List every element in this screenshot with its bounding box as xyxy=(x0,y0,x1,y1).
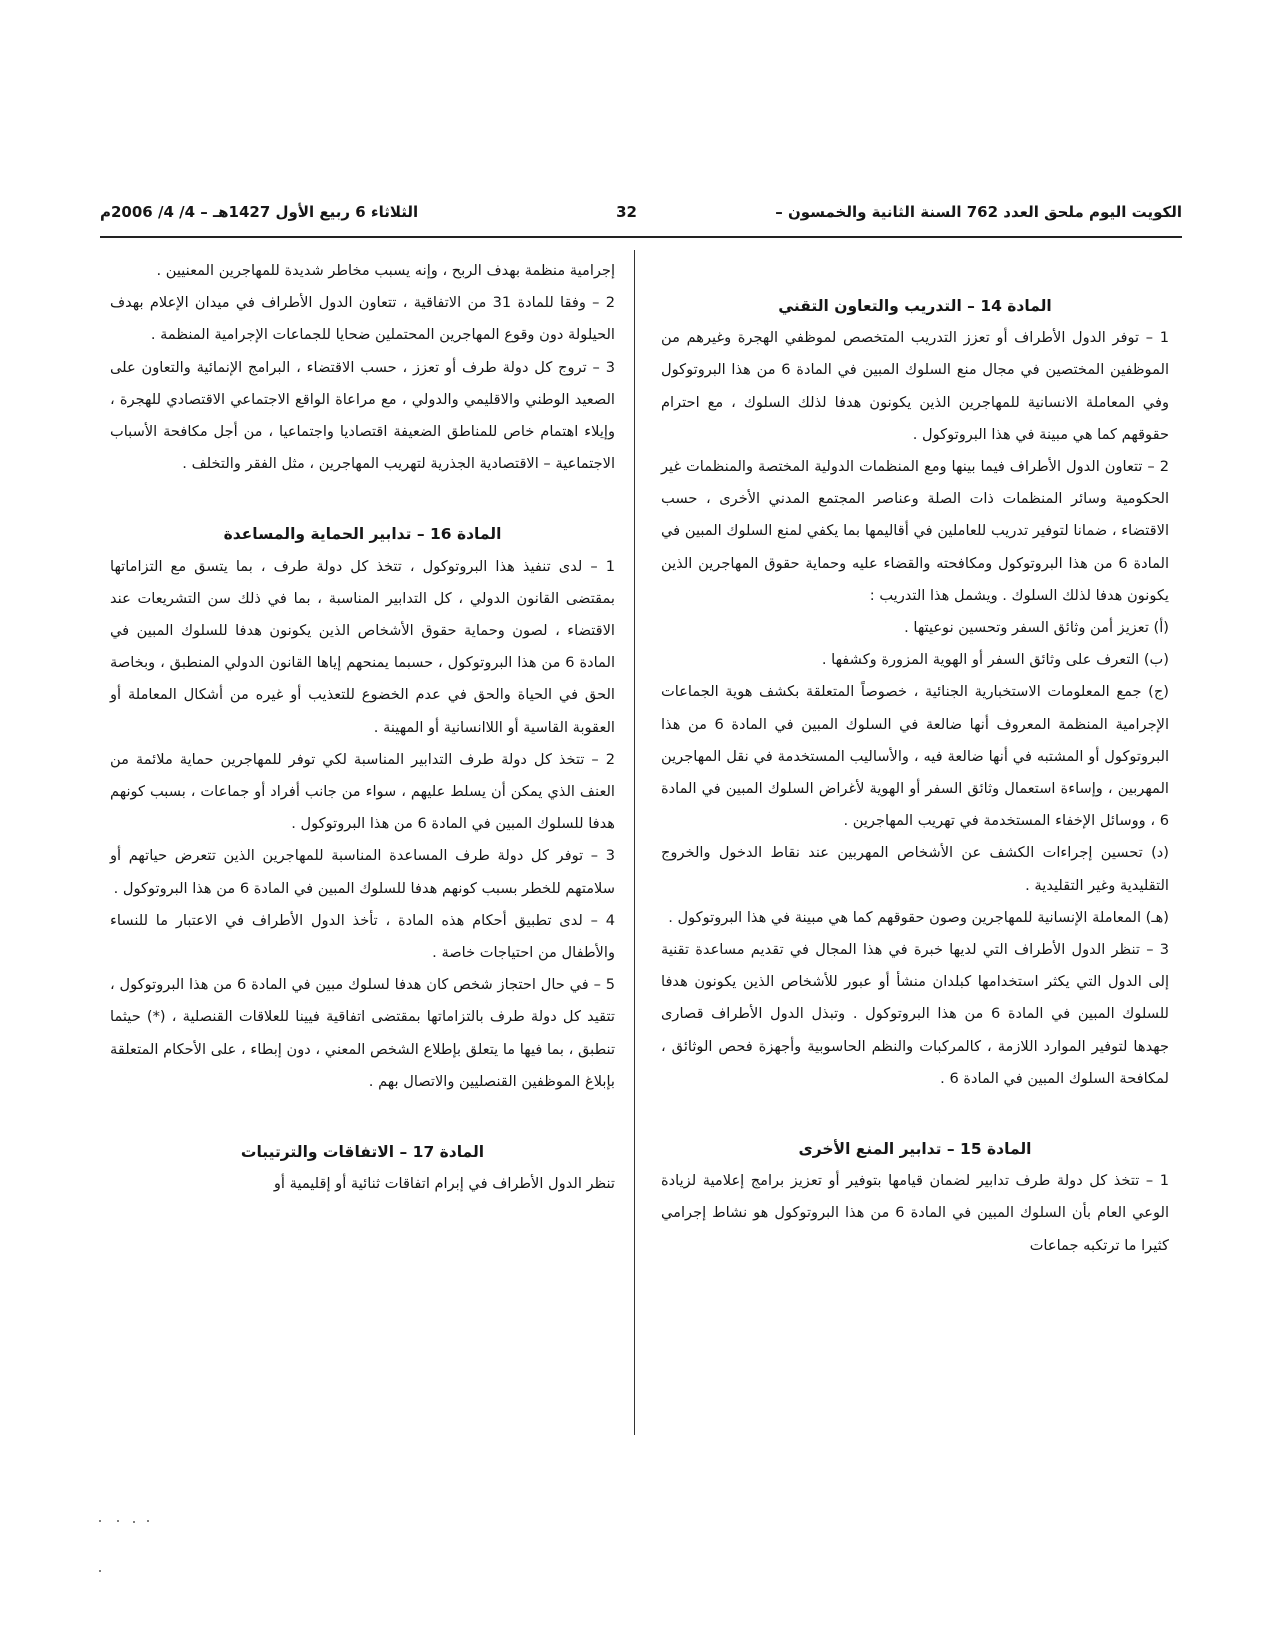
article-14-item-b: (ب) التعرف على وثائق السفر أو الهوية المزورة وكشفها . xyxy=(821,651,1169,669)
article-14-para-2: 2 – تتعاون الدول الأطراف فيما بينها ومع المنظمات الدولية المختصة والمنظمات غير الحكومية وسائر المنظمات ذات الصلة وعناصر المجتمع المدني الأخرى ، حسب الاقتضاء ، ضمانا لتوفير تدريب للعاملين في أقاليمها بما يكفي لمنع السلوك المبين في المادة 6 من هذا البروتوكول ومكافحته والقضاء عليه وحماية حقوق المهاجرين الذين يكونون هدفا لذلك السلوك . ويشمل هذا التدريب : xyxy=(661,458,1170,604)
article-16-para-5: 5 – في حال احتجاز شخص كان هدفا لسلوك مبين في المادة 6 من هذا البروتوكول ، تتقيد كل دولة طرف بالتزاماتها بمقتضى اتفاقية فيينا للعلاقات القنصلية ، (*) حيثما تنطبق ، بما فيها ما يتعلق بإطلاع الشخص المعني ، دون إبطاء ، على الأحكام المتعلقة بإبلاغ الموظفين القنصليين والاتصال بهم . xyxy=(110,976,615,1090)
article-14-item-c: (ج) جمع المعلومات الاستخبارية الجنائية ، خصوصاً المتعلقة بكشف هوية الجماعات الإجرامية المنظمة المعروف أنها ضالعة في السلوك المبين في المادة 6 من هذا البروتوكول أو المشتبه في أنها ضالعة فيه ، والأساليب المستخدمة في نقل المهاجرين المهربين ، وإساءة استعمال وثائق السفر أو الهوية لأغراض السلوك المبين في المادة 6 ، ووسائل الإخفاء المستخدمة في تهريب المهاجرين . xyxy=(661,683,1169,830)
article-15-para-1-continued: إجرامية منظمة بهدف الربح ، وإنه يسبب مخاطر شديدة للمهاجرين المعنيين . xyxy=(156,262,615,279)
right-column xyxy=(661,290,1169,1262)
header-publication: الكويت اليوم ملحق العدد 762 السنة الثانية والخمسون – xyxy=(775,203,1182,221)
header-page-number: 32 xyxy=(616,203,637,221)
article-14-item-d: (د) تحسين إجراءات الكشف عن الأشخاص المهربين عند نقاط الدخول والخروج التقليدية وغير التقليدية . xyxy=(661,844,1169,894)
left-column xyxy=(110,255,615,1200)
article-16-para-2: 2 – تتخذ كل دولة طرف التدابير المناسبة لكي توفر للمهاجرين حماية ملائمة من العنف الذي يمكن أن يسلط عليهم ، سواء من جانب أفراد أو جماعات ، بسبب كونهم هدفا للسلوك المبين في المادة 6 من هذا البروتوكول . xyxy=(110,750,615,833)
article-15-para-3: 3 – تروج كل دولة طرف أو تعزز ، حسب الاقتضاء ، البرامج الإنمائية والتعاون على الصعيد الوطني والاقليمي والدولي ، مع مراعاة الواقع الاجتماعي الاقتصادي للهجرة ، وإيلاء اهتمام خاص للمناطق الضعيفة اقتصاديا واجتماعيا ، من أجل مكافحة الأسباب الاجتماعية – الاقتصادية الجذرية لتهريب المهاجرين ، مثل الفقر والتخلف . xyxy=(110,358,615,473)
page-header xyxy=(100,203,1182,233)
article-14-item-a: (أ) تعزيز أمن وثائق السفر وتحسين نوعيتها . xyxy=(904,619,1169,637)
article-14-heading: المادة 14 – التدريب والتعاون التقني xyxy=(778,297,1052,315)
article-15-para-1: 1 – تتخذ كل دولة طرف تدابير لضمان قيامها بتوفير أو تعزيز برامج إعلامية لزيادة الوعي العام بأن السلوك المبين في المادة 6 من هذا البروتوكول هو نشاط إجرامي كثيرا ما ترتكبه جماعات xyxy=(661,1172,1170,1254)
article-16-para-4: 4 – لدى تطبيق أحكام هذه المادة ، تأخذ الدول الأطراف في الاعتبار ما للنساء والأطفال من احتياجات خاصة . xyxy=(110,911,615,962)
header-divider xyxy=(100,236,1182,238)
article-15-para-2: 2 – وفقا للمادة 31 من الاتفاقية ، تتعاون الدول الأطراف في ميدان الإعلام بهدف الحيلولة دون وقوع المهاجرين المحتملين ضحايا للجماعات الإجرامية المنظمة . xyxy=(110,294,615,344)
header-date: الثلاثاء 6 ربيع الأول 1427هـ – 4/ 4/ 2006م xyxy=(100,203,419,221)
article-15-heading: المادة 15 – تدابير المنع الأخرى xyxy=(798,1140,1032,1159)
article-16-para-3: 3 – توفر كل دولة طرف المساعدة المناسبة للمهاجرين الذين تتعرض حياتهم أو سلامتهم للخطر بسبب كونهم هدفا للسلوك المبين في المادة 6 من هذا البروتوكول . xyxy=(110,847,615,897)
column-divider xyxy=(634,250,635,1435)
article-14-item-e: (هـ) المعاملة الإنسانية للمهاجرين وصون حقوقهم كما هي مبينة في هذا البروتوكول . xyxy=(668,908,1169,926)
article-16-heading: المادة 16 – تدابير الحماية والمساعدة xyxy=(223,525,502,544)
article-14-para-1: 1 – توفر الدول الأطراف أو تعزز التدريب المتخصص لموظفي الهجرة وغيرهم من الموظفين المختصين في مجال منع السلوك المبين في المادة 6 من هذا البروتوكول وفي المعاملة الانسانية للمهاجرين الذين يكونون هدفا لذلك السلوك ، مع احترام حقوقهم كما هي مبينة في هذا البروتوكول . xyxy=(661,329,1170,443)
article-14-para-3: 3 – تنظر الدول الأطراف التي لديها خبرة في هذا المجال في تقديم مساعدة تقنية إلى الدول التي يكثر استخدامها كبلدان منشأ أو عبور للأشخاص الذين يكونون هدفا للسلوك المبين في المادة 6 من هذا البروتوكول . وتبذل الدول الأطراف قصارى جهدها لتوفير الموارد اللازمة ، كالمركبات والنظم الحاسوبية وأجهزة فحص الوثائق ، لمكافحة السلوك المبين في المادة 6 . xyxy=(661,941,1169,1087)
article-17-para: تنظر الدول الأطراف في إبرام اتفاقات ثنائية أو إقليمية أو xyxy=(273,1175,615,1193)
scan-specks xyxy=(95,1500,215,1600)
article-17-heading: المادة 17 – الاتفاقات والترتيبات xyxy=(240,1143,485,1162)
article-16-para-1: 1 – لدى تنفيذ هذا البروتوكول ، تتخذ كل دولة طرف ، بما يتسق مع التزاماتها بمقتضى القانون الدولي ، كل التدابير المناسبة ، بما في ذلك سن التشريعات عند الاقتضاء ، لصون وحماية حقوق الأشخاص الذين يكونون هدفا للسلوك المبين في المادة 6 من هذا البروتوكول ، حسبما يمنحهم إياها القانون الدولي المنطبق ، وبخاصة الحق في الحياة والحق في عدم الخضوع للتعذيب أو غيره من أشكال المعاملة أو العقوبة القاسية أو اللاانسانية أو المهينة . xyxy=(110,557,615,736)
